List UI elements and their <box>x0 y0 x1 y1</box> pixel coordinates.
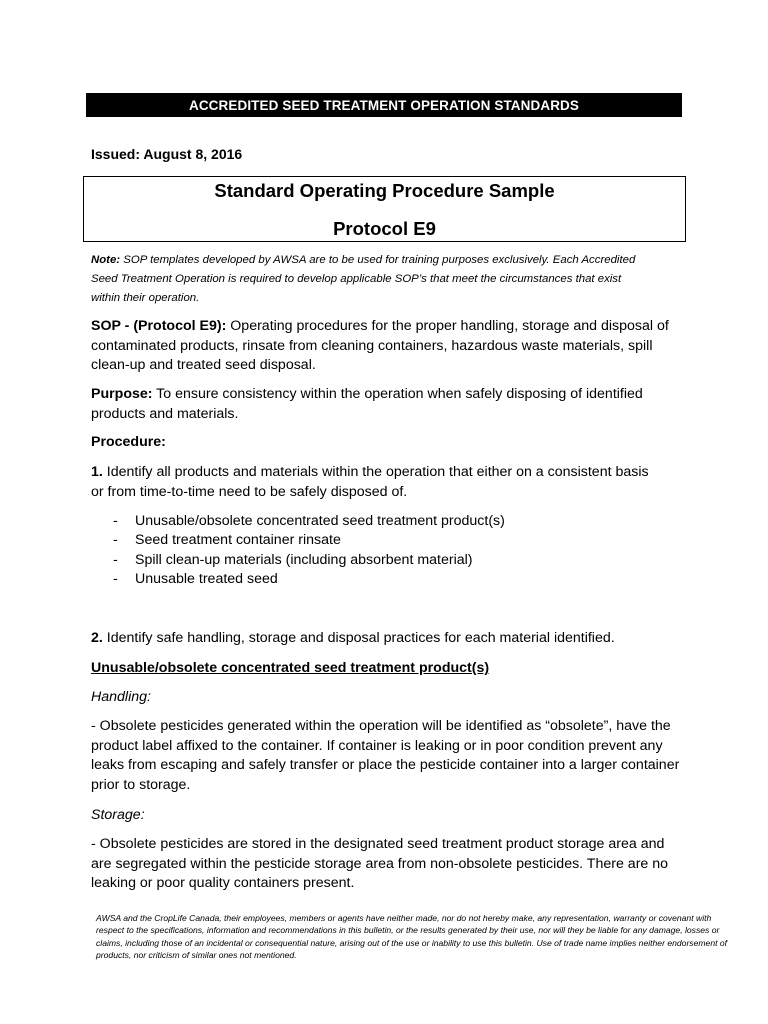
step-2-text: Identify safe handling, storage and disposal practices for each material identified. <box>102 630 615 646</box>
bullet-marker: - <box>113 513 118 529</box>
list-item: - Unusable/obsolete concentrated seed treatment product(s) <box>113 512 505 531</box>
document-banner: ACCREDITED SEED TREATMENT OPERATION STANDARDS <box>86 93 682 117</box>
sop-text: Operating procedures for the proper handling, storage and disposal of contaminated products, rinsate from cleaning containers, hazardous waste materials, spill clean-up and treated seed disposal. <box>91 318 669 373</box>
list-item: - Unusable treated seed <box>113 570 505 589</box>
sop-paragraph <box>91 317 691 376</box>
step-1-paragraph <box>91 463 651 502</box>
note-label: Note: <box>91 254 121 266</box>
list-item: - Spill clean-up materials (including absorbent material) <box>113 551 505 570</box>
protocol-title: Protocol E9 <box>333 218 436 239</box>
step-1-text: Identify all products and materials within the operation that either on a consistent basis or from time-to-time need to be safely disposed of. <box>91 464 649 500</box>
step-2-number: 2. <box>91 630 103 646</box>
note-paragraph <box>91 251 651 308</box>
bullet-marker: - <box>113 570 118 587</box>
disclaimer-footer: AWSA and the CropLife Canada, their employees, members or agents have neither made, nor do not hereby make, any representation, warranty or covenant with respect to the specifications, information and recommendations in this bulletin, or the results generated by their use, nor will they be liable for any damage, losses or claims, including those of an incidental or consequential nature, arising out of the use or inability to use this bulletin. Use of trade name implies neither endorsement of products, nor criticism of similar ones not mentioned. <box>96 913 728 960</box>
section-subheading: Unusable/obsolete concentrated seed treatment product(s) <box>91 660 490 676</box>
procedure-heading: Procedure: <box>91 434 166 450</box>
sop-label: SOP - (Protocol E9): <box>91 318 227 334</box>
title-box <box>83 176 686 242</box>
handling-label: Handling: <box>91 689 151 705</box>
handling-text: - Obsolete pesticides generated within the operation will be identified as “obsolete”, have the product label affixed to the container. If container is leaking or in poor condition prevent any leaks from escaping and safely transfer or place the pesticide container into a larger container prior to storage. <box>91 718 680 793</box>
issued-date: Issued: August 8, 2016 <box>91 146 243 162</box>
bullet-marker: - <box>113 532 118 549</box>
purpose-paragraph <box>91 385 691 424</box>
document-title: Standard Operating Procedure Sample <box>214 180 555 201</box>
materials-list <box>113 512 505 589</box>
step-1-number: 1. <box>91 464 103 480</box>
storage-label: Storage: <box>91 807 145 823</box>
storage-text: - Obsolete pesticides are stored in the designated seed treatment product storage area and are segregated within the pesticide storage area from non-obsolete pesticides. There are no leaking or poor quality containers present. <box>91 836 669 891</box>
purpose-text: To ensure consistency within the operation when safely disposing of identified products and materials. <box>91 386 643 422</box>
step-2-paragraph <box>91 629 691 649</box>
purpose-label: Purpose: <box>91 386 153 402</box>
bullet-marker: - <box>113 551 118 568</box>
list-item: - Seed treatment container rinsate <box>113 531 505 550</box>
note-text: SOP templates developed by AWSA are to be used for training purposes exclusively. Each Accredited Seed Treatment Operation is required to develop applicable SOP’s that meet the circumstances that exist within their operation. <box>91 254 636 304</box>
